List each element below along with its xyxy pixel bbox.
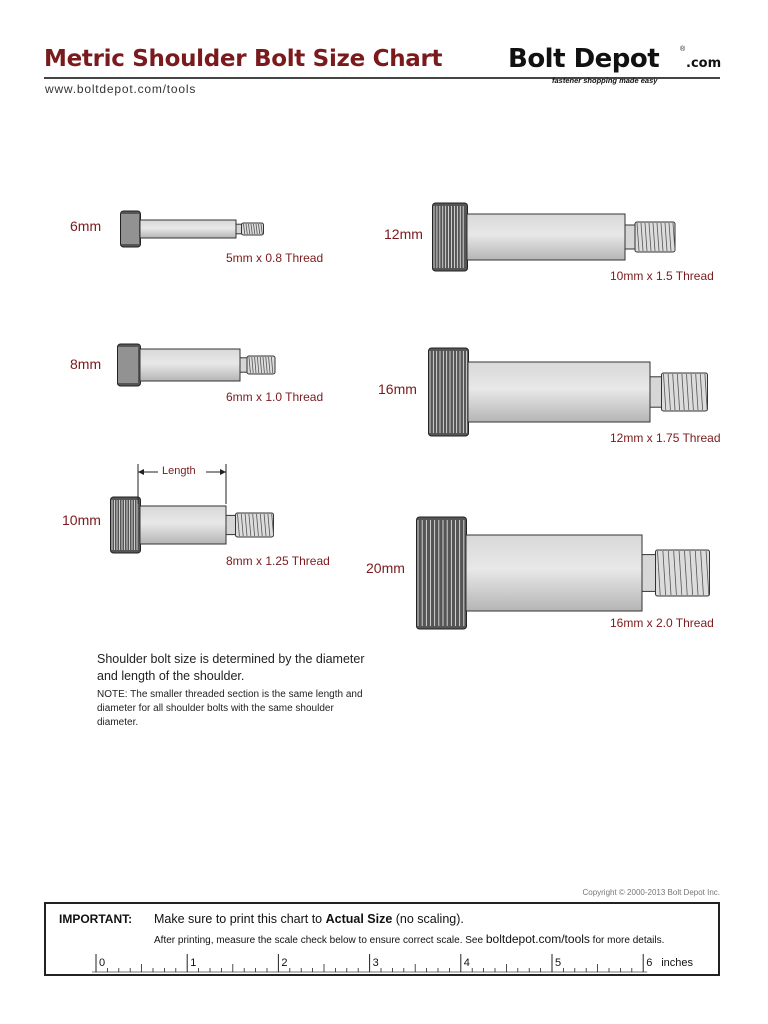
size-label-10mm: 10mm [62,512,101,528]
scale-check-instruction [154,932,664,946]
ruler-label-4: 4 [463,957,470,969]
site-url[interactable]: www.boltdepot.com/tools [45,82,197,96]
inch-ruler [46,948,718,974]
size-explanation: Shoulder bolt size is determined by the diameter and length of the shoulder. [97,652,365,683]
bolt-16mm-illustration [428,346,683,440]
thread-label-10mm: 8mm x 1.25 Thread [226,554,330,568]
actual-size-emphasis: Actual Size [325,912,393,926]
logo-tagline: fastener shopping made easy [552,76,658,85]
thread-label-20mm: 16mm x 2.0 Thread [610,616,714,630]
print-instruction-pre: Make sure to print this chart to [154,912,326,926]
ruler-label-5: 5 [555,957,562,969]
bolt-12mm-illustration [432,201,677,275]
print-instruction-post: (no scaling). [392,912,464,926]
copyright: Copyright © 2000-2013 Bolt Depot Inc. [582,888,720,897]
scale-check-pre: After printing, measure the scale check below to ensure correct scale. See [154,935,486,946]
scale-check-post: for more details. [589,935,665,946]
important-label: IMPORTANT: [59,912,133,926]
ruler-label-2: 2 [281,957,288,969]
length-label: Length [162,465,196,477]
logo-suffix: .com [686,56,722,71]
ruler-label-1: 1 [190,957,197,969]
bolt-depot-logo[interactable] [508,44,720,88]
print-instruction [154,912,464,926]
thread-note: NOTE: The smaller threaded section is the same length and diameter for all shoulder bolts with the same shoulder diameter. [97,689,363,728]
logo-name: Bolt Depot [508,44,660,74]
page-title: Metric Shoulder Bolt Size Chart [44,46,443,72]
size-label-6mm: 6mm [70,218,102,234]
bolt-8mm-illustration [117,342,272,390]
ruler-label-3: 3 [372,957,379,969]
ruler-label-6: 6 [646,957,653,969]
size-label-12mm: 12mm [384,226,423,242]
logo-registered-mark: ® [680,46,686,53]
thread-label-16mm: 12mm x 1.75 Thread [610,431,721,445]
ruler-label-0: 0 [99,957,106,969]
size-label-20mm: 20mm [366,560,405,576]
bolt-20mm-illustration [416,515,696,633]
bolt-6mm-illustration [120,209,265,249]
thread-label-12mm: 10mm x 1.5 Thread [610,269,714,283]
size-label-16mm: 16mm [378,381,417,397]
ruler-unit: inches [661,957,693,969]
tools-link[interactable]: boltdepot.com/tools [485,932,590,946]
important-print-notice [44,902,720,976]
size-label-8mm: 8mm [70,356,102,372]
thread-label-6mm: 5mm x 0.8 Thread [226,251,324,265]
thread-label-8mm: 6mm x 1.0 Thread [226,390,324,404]
